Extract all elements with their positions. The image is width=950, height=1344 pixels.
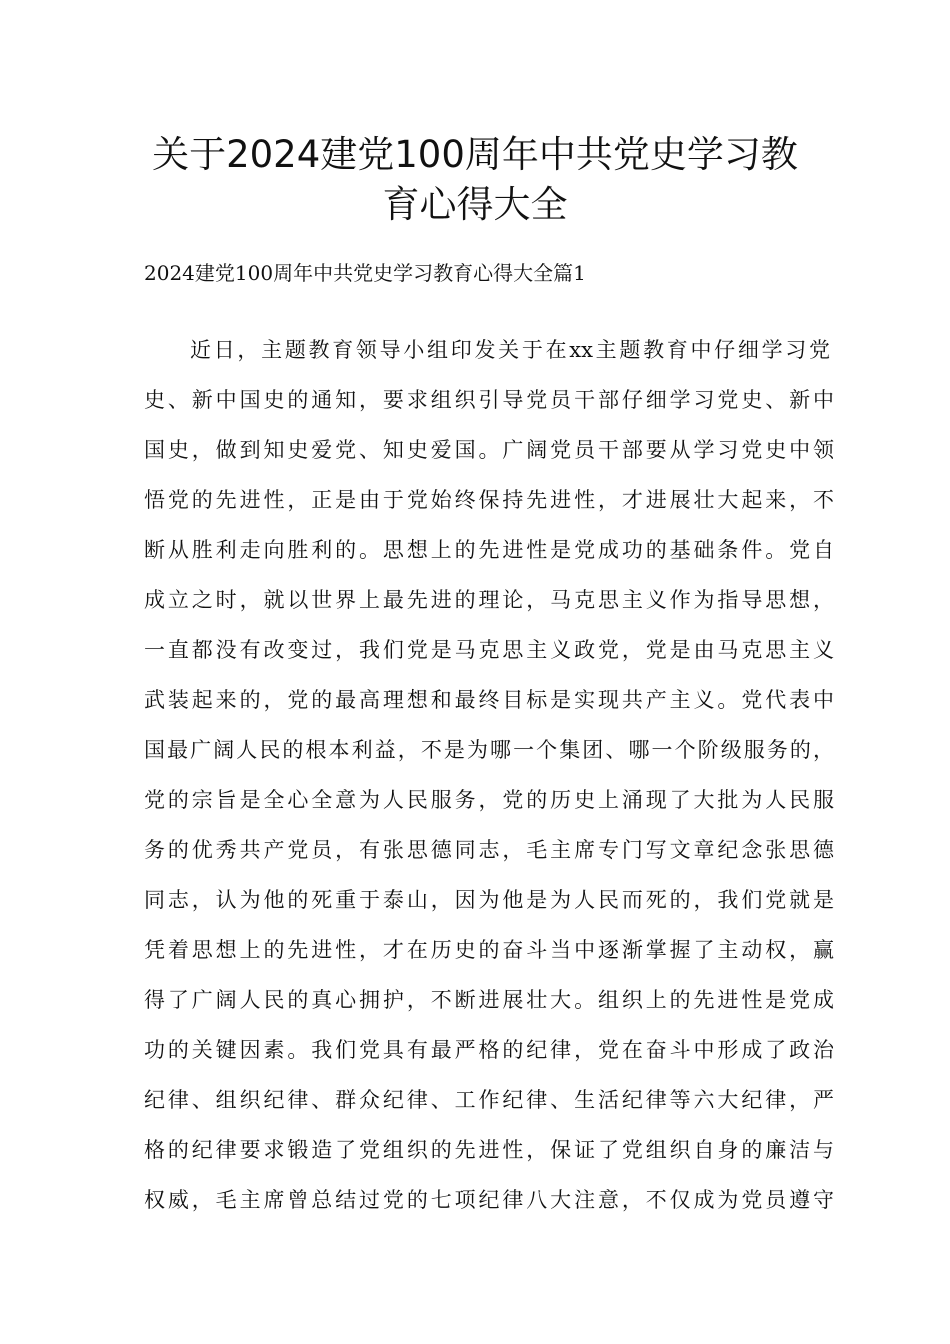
body-line: 一直都没有改变过，我们党是马克思主义政党，党是由马克思主义 bbox=[144, 638, 834, 662]
body-line: 武装起来的，党的最高理想和最终目标是实现共产主义。党代表中 bbox=[144, 688, 834, 712]
body-line: 纪律、组织纪律、群众纪律、工作纪律、生活纪律等六大纪律，严 bbox=[144, 1088, 834, 1112]
body-line: 得了广阔人民的真心拥护，不断进展壮大。组织上的先进性是党成 bbox=[144, 988, 834, 1012]
document-title-line-2: 育心得大全 bbox=[382, 183, 568, 226]
body-line: 悟党的先进性，正是由于党始终保持先进性，才进展壮大起来，不 bbox=[144, 488, 834, 512]
section-heading: 2024建党100周年中共党史学习教育心得大全篇1 bbox=[144, 261, 586, 285]
body-line: 国史，做到知史爱党、知史爱国。广阔党员干部要从学习党史中领 bbox=[144, 438, 834, 462]
body-line: 国最广阔人民的根本利益，不是为哪一个集团、哪一个阶级服务的， bbox=[144, 738, 834, 762]
body-line: 务的优秀共产党员，有张思德同志，毛主席专门写文章纪念张思德 bbox=[144, 838, 834, 862]
body-line: 近日，主题教育领导小组印发关于在xx主题教育中仔细学习党 bbox=[190, 338, 830, 362]
body-line: 成立之时，就以世界上最先进的理论，马克思主义作为指导思想， bbox=[144, 588, 834, 612]
body-line: 格的纪律要求锻造了党组织的先进性，保证了党组织自身的廉洁与 bbox=[144, 1138, 834, 1162]
body-line: 史、新中国史的通知，要求组织引导党员干部仔细学习党史、新中 bbox=[144, 388, 834, 412]
document-title-line-1: 关于2024建党100周年中共党史学习教 bbox=[152, 133, 798, 176]
body-line: 功的关键因素。我们党具有最严格的纪律，党在奋斗中形成了政治 bbox=[144, 1038, 834, 1062]
body-line: 凭着思想上的先进性，才在历史的奋斗当中逐渐掌握了主动权，赢 bbox=[144, 938, 834, 962]
body-line: 权威，毛主席曾总结过党的七项纪律八大注意，不仅成为党员遵守 bbox=[144, 1188, 834, 1212]
body-line: 党的宗旨是全心全意为人民服务，党的历史上涌现了大批为人民服 bbox=[144, 788, 834, 812]
body-line: 同志，认为他的死重于泰山，因为他是为人民而死的，我们党就是 bbox=[144, 888, 834, 912]
body-line: 断从胜利走向胜利的。思想上的先进性是党成功的基础条件。党自 bbox=[144, 538, 834, 562]
